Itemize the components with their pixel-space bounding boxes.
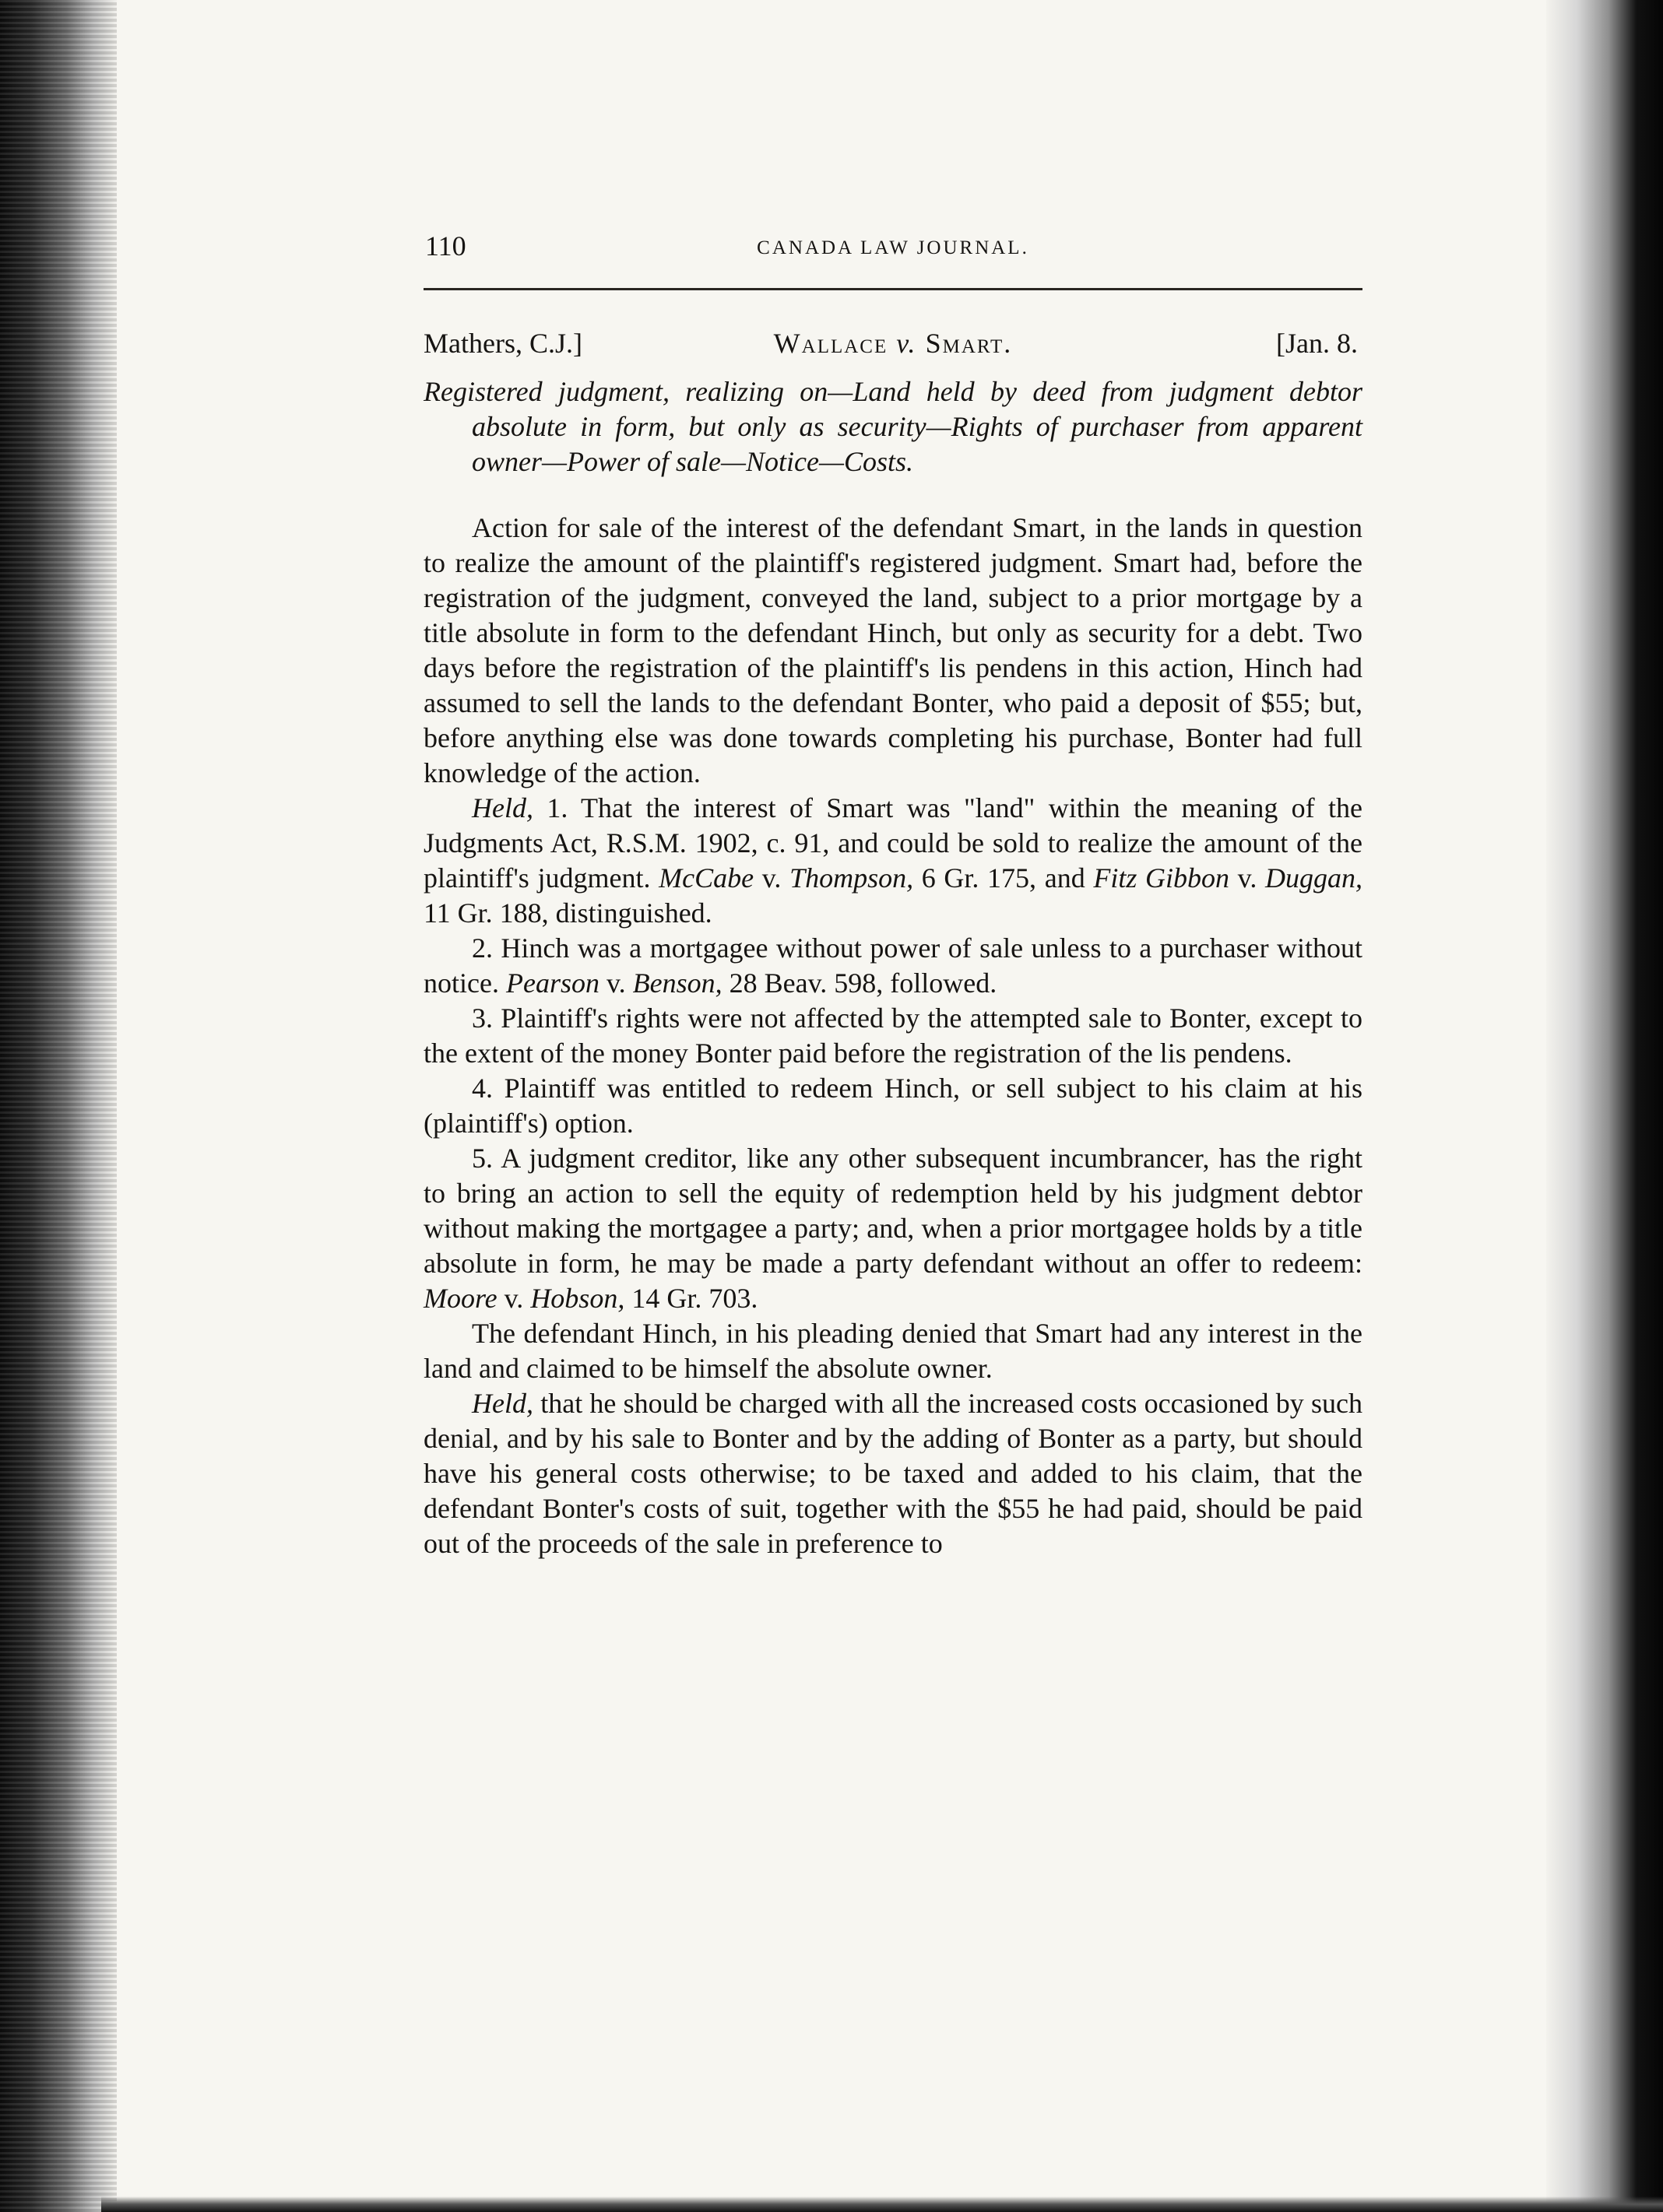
case-citation: Hobson,	[530, 1283, 625, 1314]
case-name	[424, 328, 1362, 359]
text: v.	[497, 1283, 531, 1314]
text: 6 Gr. 175, and	[913, 862, 1094, 894]
text: v.	[754, 862, 790, 894]
held-label: Held,	[472, 792, 533, 823]
text: 5. A judgment creditor, like any other subsequent incumbrancer, has the right to bring an action to sell the equity of redemption held by his judgment debtor without making the mortgagee a party; and, when a prior mortgagee holds by a title absolute in form, he may be made a party defendant without an offer to redeem:	[424, 1143, 1362, 1279]
paragraph-held-5	[424, 1141, 1362, 1316]
page-number: 110	[425, 230, 466, 262]
defendant-name: Smart.	[925, 328, 1013, 359]
text: that he should be charged with all the increased costs occasioned by such denial, and by his sale to Bonter and by the adding of Bonter as a party, but should have his general costs otherwise; to be taxed and added to his claim, that the defendant Bonter's costs of suit, together with the $55 he had paid, should be paid out of the proceeds of the sale in preference to	[424, 1388, 1362, 1559]
case-citation: Benson,	[632, 967, 723, 999]
case-citation: Moore	[424, 1283, 497, 1314]
case-citation: Duggan,	[1265, 862, 1363, 894]
text: 14 Gr. 703.	[624, 1283, 758, 1314]
page-content	[424, 230, 1362, 1561]
case-date: [Jan. 8.	[1276, 328, 1358, 359]
text: 2. Hinch was a mortgagee without power of sale unless to a purchaser without notice.	[424, 932, 1362, 999]
text: 28 Beav. 598, followed.	[722, 967, 997, 999]
case-citation: Thompson,	[789, 862, 914, 894]
text: v.	[1229, 862, 1266, 894]
paragraph-held-costs	[424, 1386, 1362, 1561]
text: 1. That the interest of Smart was "land" within the meaning of the Judgments Act, R.S.M. 1902, c. 91, and could be sold to realize the amount of the plaintiff's judgment.	[424, 792, 1362, 894]
paragraph-facts: Action for sale of the interest of the defendant Smart, in the lands in question to realize the amount of the plaintiff's registered judgment. Smart had, before the registration of the judgment, conveyed the land, subject to a prior mortgage by a title absolute in form to the defendant Hinch, but only as security for a debt. Two days before the registration of the plaintiff's lis pendens in this action, Hinch had assumed to sell the lands to the defendant Bonter, who paid a deposit of $55; but, before anything else was done towards completing his purchase, Bonter had full knowledge of the action.	[424, 512, 1362, 788]
running-head	[424, 230, 1362, 277]
paragraph-pleading: The defendant Hinch, in his pleading denied that Smart had any interest in the land and claimed to be himself the absolute owner.	[424, 1318, 1362, 1384]
held-label: Held,	[472, 1388, 533, 1419]
paragraph-held-1	[424, 791, 1362, 931]
case-citation: McCabe	[659, 862, 754, 894]
judge-name: Mathers, C.J.]	[424, 328, 582, 359]
paragraph-held-3: 3. Plaintiff's rights were not affected by the attempted sale to Bonter, except to the extent of the money Bonter paid before the registration of the lis pendens.	[424, 1002, 1362, 1069]
plaintiff-name: Wallace	[773, 328, 888, 359]
case-line	[424, 328, 1362, 371]
scan-edge-bottom	[101, 2196, 1663, 2212]
text: v.	[599, 967, 633, 999]
paragraph-held-2	[424, 931, 1362, 1001]
scan-edge-left	[0, 0, 117, 2212]
case-citation: Fitz Gibbon	[1093, 862, 1230, 894]
header-rule	[424, 288, 1362, 290]
text: 11 Gr. 188, distinguished.	[424, 897, 712, 929]
journal-title: CANADA LAW JOURNAL.	[757, 237, 1029, 258]
case-citation: Pearson	[505, 967, 599, 999]
paragraph-held-4: 4. Plaintiff was entitled to redeem Hinch, or sell subject to his claim at his (plaintiff's) option.	[424, 1073, 1362, 1139]
versus: v.	[896, 328, 917, 359]
headnote: Registered judgment, realizing on—Land held by deed from judgment debtor absolute in form, but only as security—Rights of purchaser from apparent owner—Power of sale—Notice—Costs.	[424, 376, 1362, 477]
scan-edge-right	[1546, 0, 1663, 2212]
